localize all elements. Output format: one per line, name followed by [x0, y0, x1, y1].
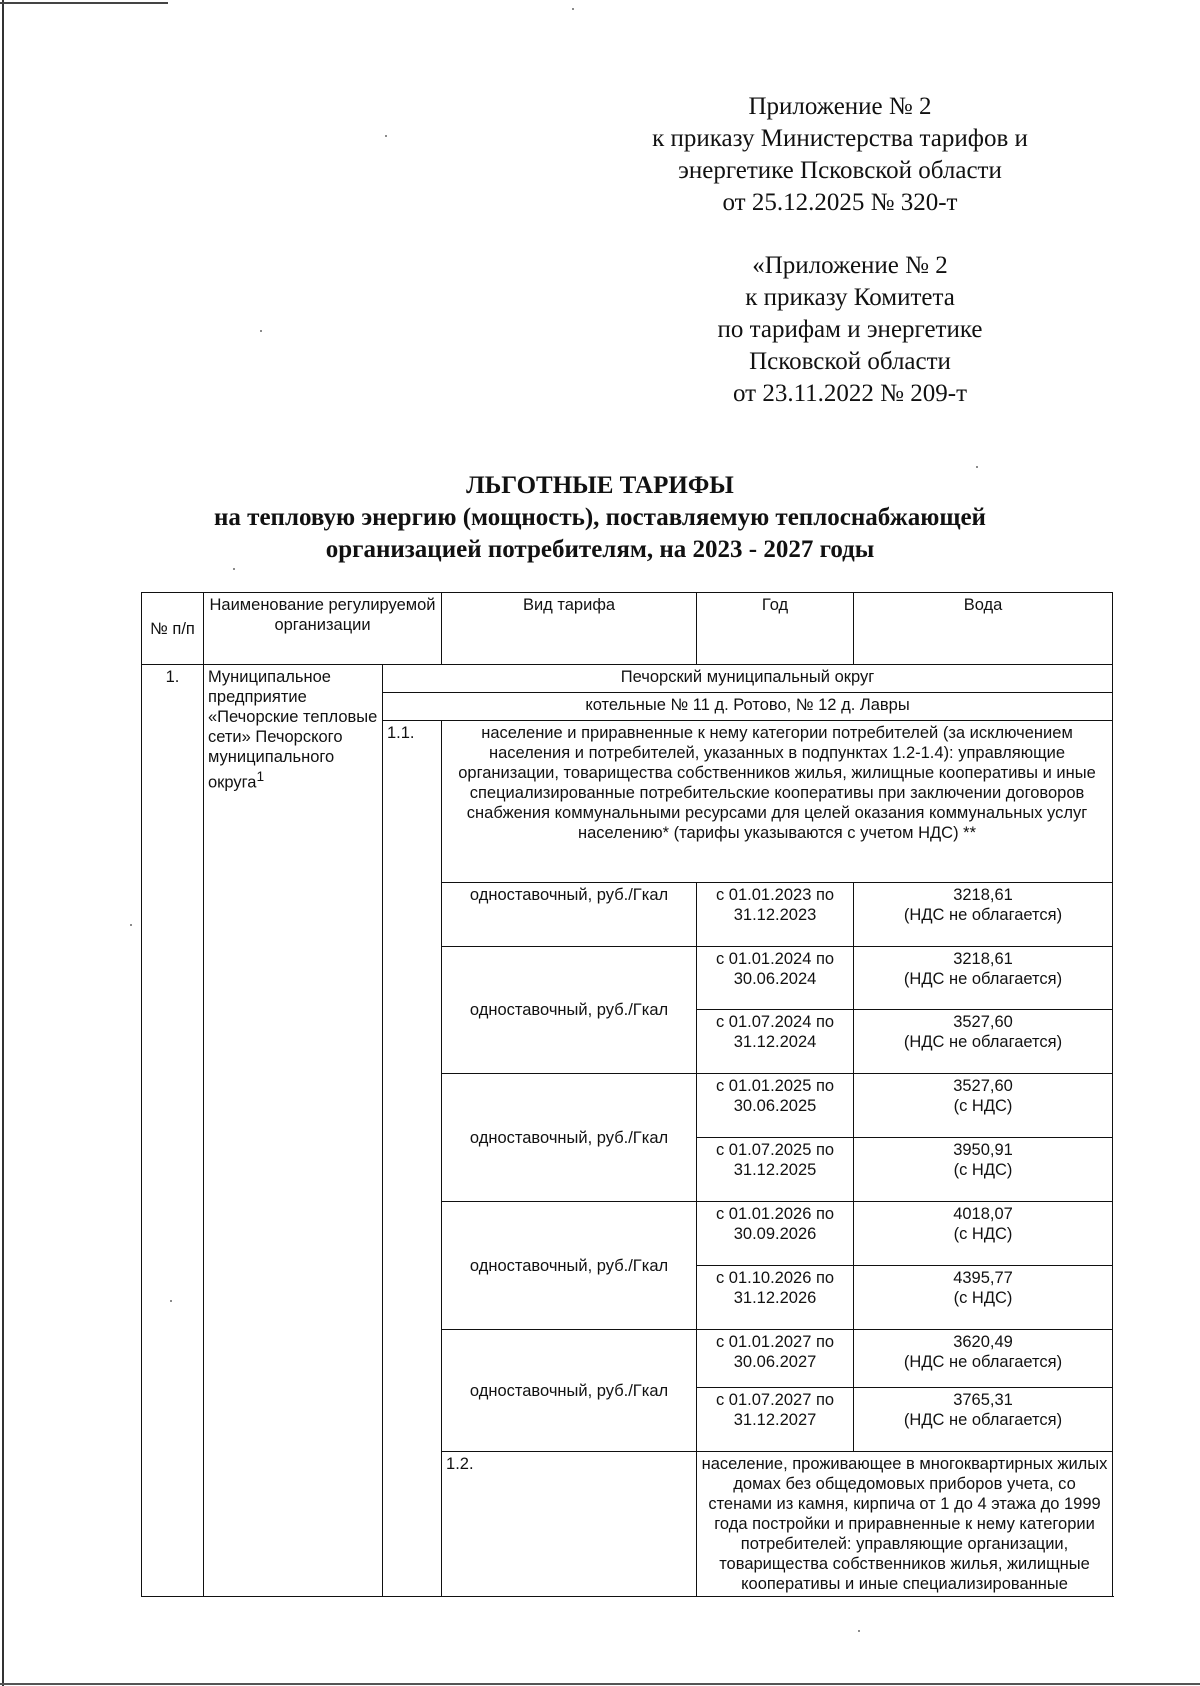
- tariff-period: с 01.07.2024 по 31.12.2024: [697, 1010, 854, 1074]
- header-water: Вода: [854, 593, 1113, 665]
- scan-speck: [130, 924, 132, 926]
- tariff-value-cell: [854, 883, 1113, 947]
- annex-line: к приказу Комитета: [745, 284, 955, 311]
- tariff-period: с 01.01.2027 по 30.06.2027: [697, 1330, 854, 1388]
- tariff-value: 3218,61: [953, 950, 1013, 968]
- scan-border-top: [0, 2, 168, 4]
- document-title: [130, 470, 1070, 566]
- header-num: № п/п: [142, 593, 204, 665]
- tariff-value: 3950,91: [953, 1141, 1013, 1159]
- tariff-value-cell: [854, 1074, 1113, 1138]
- annex-reference-original: [660, 250, 1040, 410]
- scan-speck: [976, 466, 978, 468]
- consumer-category-description: население, проживающее в многоквартирных жилых домах без общедомовых приборов учета, со стенами из камня, кирпича от 1 до 4 этажа до 1999 года постройки и приравненные к нему категории потребителей: управляющие организации, товарищества собственников жилья, жилищные кооперативы и иные специализированные: [697, 1452, 1113, 1597]
- title-line: организацией потребителям, на 2023 - 2027 годы: [325, 536, 875, 563]
- scan-speck: [260, 330, 262, 332]
- tariff-type: одноставочный, руб./Гкал: [442, 1330, 697, 1452]
- title-line: на тепловую энергию (мощность), поставляемую теплоснабжающей: [214, 504, 986, 531]
- tariff-value: 3218,61: [953, 886, 1013, 904]
- header-year: Год: [697, 593, 854, 665]
- vat-note: (с НДС): [953, 1097, 1013, 1115]
- consumer-category-description: население и приравненные к нему категории потребителей (за исключением населения и потребителей, указанных в подпунктах 1.2-1.4): управляющие организации, товарищества собственников жилья, жилищные кооперативы и иные специализированные потребительские кооперативы при заключении договоров снабжения коммунальными ресурсами для целей оказания коммунальных услуг населению* (тарифы указываются с учетом НДС) **: [442, 721, 1113, 883]
- vat-note: (НДС не облагается): [903, 1353, 1063, 1371]
- title-line: ЛЬГОТНЫЕ ТАРИФЫ: [466, 472, 734, 499]
- tariff-value: 4018,07: [953, 1205, 1013, 1223]
- annex-line: от 25.12.2025 № 320-т: [722, 189, 958, 216]
- tariff-period: с 01.07.2027 по 31.12.2027: [697, 1388, 854, 1452]
- row-num: 1.: [142, 665, 204, 1597]
- tariff-value-cell: [854, 1010, 1113, 1074]
- table-row: [142, 665, 1113, 693]
- vat-note: (с НДС): [953, 1289, 1013, 1307]
- annex-line: «Приложение № 2: [752, 252, 948, 279]
- annex-line: к приказу Министерства тарифов и: [652, 125, 1028, 152]
- tariff-type: одноставочный, руб./Гкал: [442, 1074, 697, 1202]
- tariff-value-cell: [854, 947, 1113, 1010]
- district-name: Печорский муниципальный округ: [383, 665, 1113, 693]
- tariff-period: с 01.01.2024 по 30.06.2024: [697, 947, 854, 1010]
- annex-line: по тарифам и энергетике: [717, 316, 983, 343]
- scan-border-left: [2, 0, 4, 1686]
- organization-cell: [204, 665, 383, 1597]
- scan-speck: [385, 135, 387, 137]
- tariff-period: с 01.07.2025 по 31.12.2025: [697, 1138, 854, 1202]
- tariff-value: 3527,60: [953, 1077, 1013, 1095]
- tariff-value-cell: [854, 1138, 1113, 1202]
- tariff-value-cell: [854, 1266, 1113, 1330]
- boiler-houses: котельные № 11 д. Ротово, № 12 д. Лавры: [383, 693, 1113, 721]
- annex-line: от 23.11.2022 № 209-т: [732, 380, 968, 407]
- annex-reference-current: [620, 91, 1060, 219]
- table-header-row: [142, 593, 1113, 665]
- scan-speck: [858, 1630, 860, 1632]
- vat-note: (НДС не облагается): [903, 1411, 1063, 1429]
- vat-note: (НДС не облагается): [903, 970, 1063, 988]
- vat-note: (НДС не облагается): [903, 1033, 1063, 1051]
- footnote-mark: 1: [256, 769, 265, 784]
- scan-speck: [233, 568, 235, 570]
- vat-note: (с НДС): [953, 1225, 1013, 1243]
- header-organization: Наименование регулируемой организации: [204, 593, 442, 665]
- tariff-period: с 01.10.2026 по 31.12.2026: [697, 1266, 854, 1330]
- tariff-value-cell: [854, 1388, 1113, 1452]
- scan-speck: [572, 8, 574, 10]
- tariff-type: одноставочный, руб./Гкал: [442, 883, 697, 947]
- tariff-period: с 01.01.2026 по 30.09.2026: [697, 1202, 854, 1266]
- annex-line: энергетике Псковской области: [678, 157, 1002, 184]
- tariff-table: [141, 592, 1113, 1597]
- subsection-num: 1.2.: [442, 1452, 697, 1597]
- annex-line: Приложение № 2: [748, 93, 932, 120]
- annex-line: Псковской области: [749, 348, 951, 375]
- tariff-period: с 01.01.2025 по 30.06.2025: [697, 1074, 854, 1138]
- tariff-value: 3527,60: [953, 1013, 1013, 1031]
- tariff-type: одноставочный, руб./Гкал: [442, 1202, 697, 1330]
- tariff-period: с 01.01.2023 по 31.12.2023: [697, 883, 854, 947]
- tariff-type: одноставочный, руб./Гкал: [442, 947, 697, 1074]
- scan-border-bottom: [0, 1683, 1200, 1685]
- subsection-num: 1.1.: [383, 721, 442, 1597]
- tariff-value: 3765,31: [953, 1391, 1013, 1409]
- organization-name: Муниципальное предприятие «Печорские тепловые сети» Печорского муниципального округа: [208, 668, 378, 792]
- vat-note: (с НДС): [953, 1161, 1013, 1179]
- tariff-value-cell: [854, 1202, 1113, 1266]
- vat-note: (НДС не облагается): [903, 906, 1063, 924]
- tariff-value: 3620,49: [953, 1333, 1013, 1351]
- tariff-value-cell: [854, 1330, 1113, 1388]
- tariff-value: 4395,77: [953, 1269, 1013, 1287]
- header-tariff-type: Вид тарифа: [442, 593, 697, 665]
